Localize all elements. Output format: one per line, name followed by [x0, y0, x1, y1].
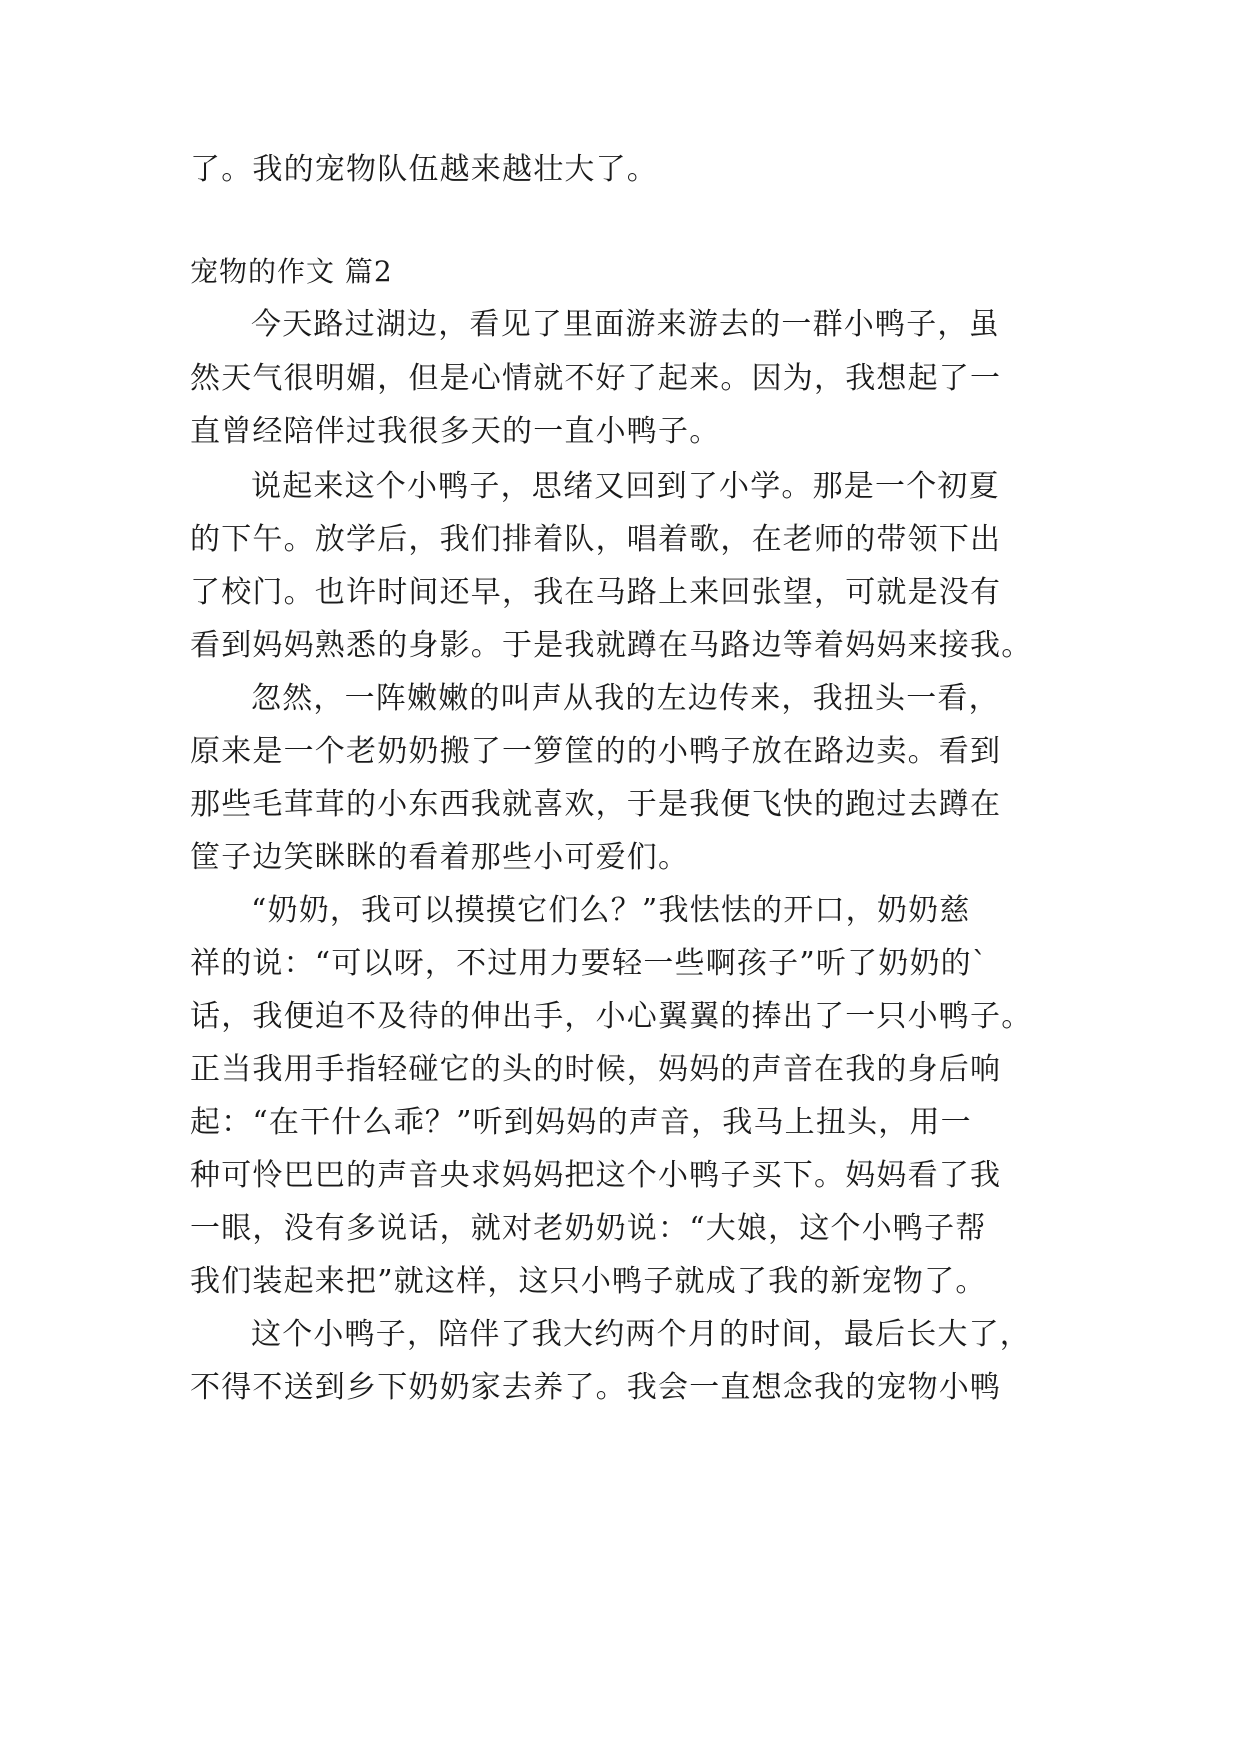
text-line: 种可怜巴巴的声音央求妈妈把这个小鸭子买下。妈妈看了我 — [190, 1158, 1002, 1193]
text-line: 说起来这个小鸭子，思绪又回到了小学。那是一个初夏 — [251, 469, 1000, 504]
section-heading: 宠物的作文 篇2 — [190, 255, 393, 288]
text-line: 祥的说：“可以呀，不过用力要轻一些啊孩子”听了奶奶的` — [190, 946, 989, 981]
text-line: 了。我的宠物队伍越来越壮大了。 — [190, 152, 658, 187]
text-line: 正当我用手指轻碰它的头的时候，妈妈的声音在我的身后响 — [190, 1052, 1002, 1087]
text-line: 忽然，一阵嫩嫩的叫声从我的左边传来，我扭头一看， — [251, 681, 1000, 716]
text-line: 不得不送到乡下奶奶家去养了。我会一直想念我的宠物小鸭 — [190, 1370, 1002, 1405]
text-line: 然天气很明媚，但是心情就不好了起来。因为，我想起了一 — [190, 361, 1002, 396]
text-line: 直曾经陪伴过我很多天的一直小鸭子。 — [190, 414, 721, 449]
text-line: 一眼，没有多说话，就对老奶奶说：“大娘，这个小鸭子帮 — [190, 1211, 987, 1246]
text-line: 看到妈妈熟悉的身影。于是我就蹲在马路边等着妈妈来接我。 — [190, 628, 1033, 663]
text-line: “奶奶，我可以摸摸它们么？”我怯怯的开口，奶奶慈 — [251, 893, 971, 928]
text-line: 话，我便迫不及待的伸出手，小心翼翼的捧出了一只小鸭子。 — [190, 999, 1033, 1034]
text-line: 了校门。也许时间还早，我在马路上来回张望，可就是没有 — [190, 575, 1002, 610]
text-line: 我们装起来把”就这样，这只小鸭子就成了我的新宠物了。 — [190, 1264, 987, 1299]
text-line: 起：“在干什么乖？”听到妈妈的声音，我马上扭头，用一 — [190, 1105, 972, 1140]
text-line: 原来是一个老奶奶搬了一箩筐的的小鸭子放在路边卖。看到 — [190, 734, 1002, 769]
text-line: 那些毛茸茸的小东西我就喜欢，于是我便飞快的跑过去蹲在 — [190, 787, 1002, 822]
text-line: 筐子边笑眯眯的看着那些小可爱们。 — [190, 840, 690, 875]
text-line: 这个小鸭子，陪伴了我大约两个月的时间，最后长大了， — [251, 1317, 1031, 1352]
text-line: 的下午。放学后，我们排着队，唱着歌，在老师的带领下出 — [190, 522, 1002, 557]
text-line: 今天路过湖边，看见了里面游来游去的一群小鸭子，虽 — [251, 307, 1000, 342]
